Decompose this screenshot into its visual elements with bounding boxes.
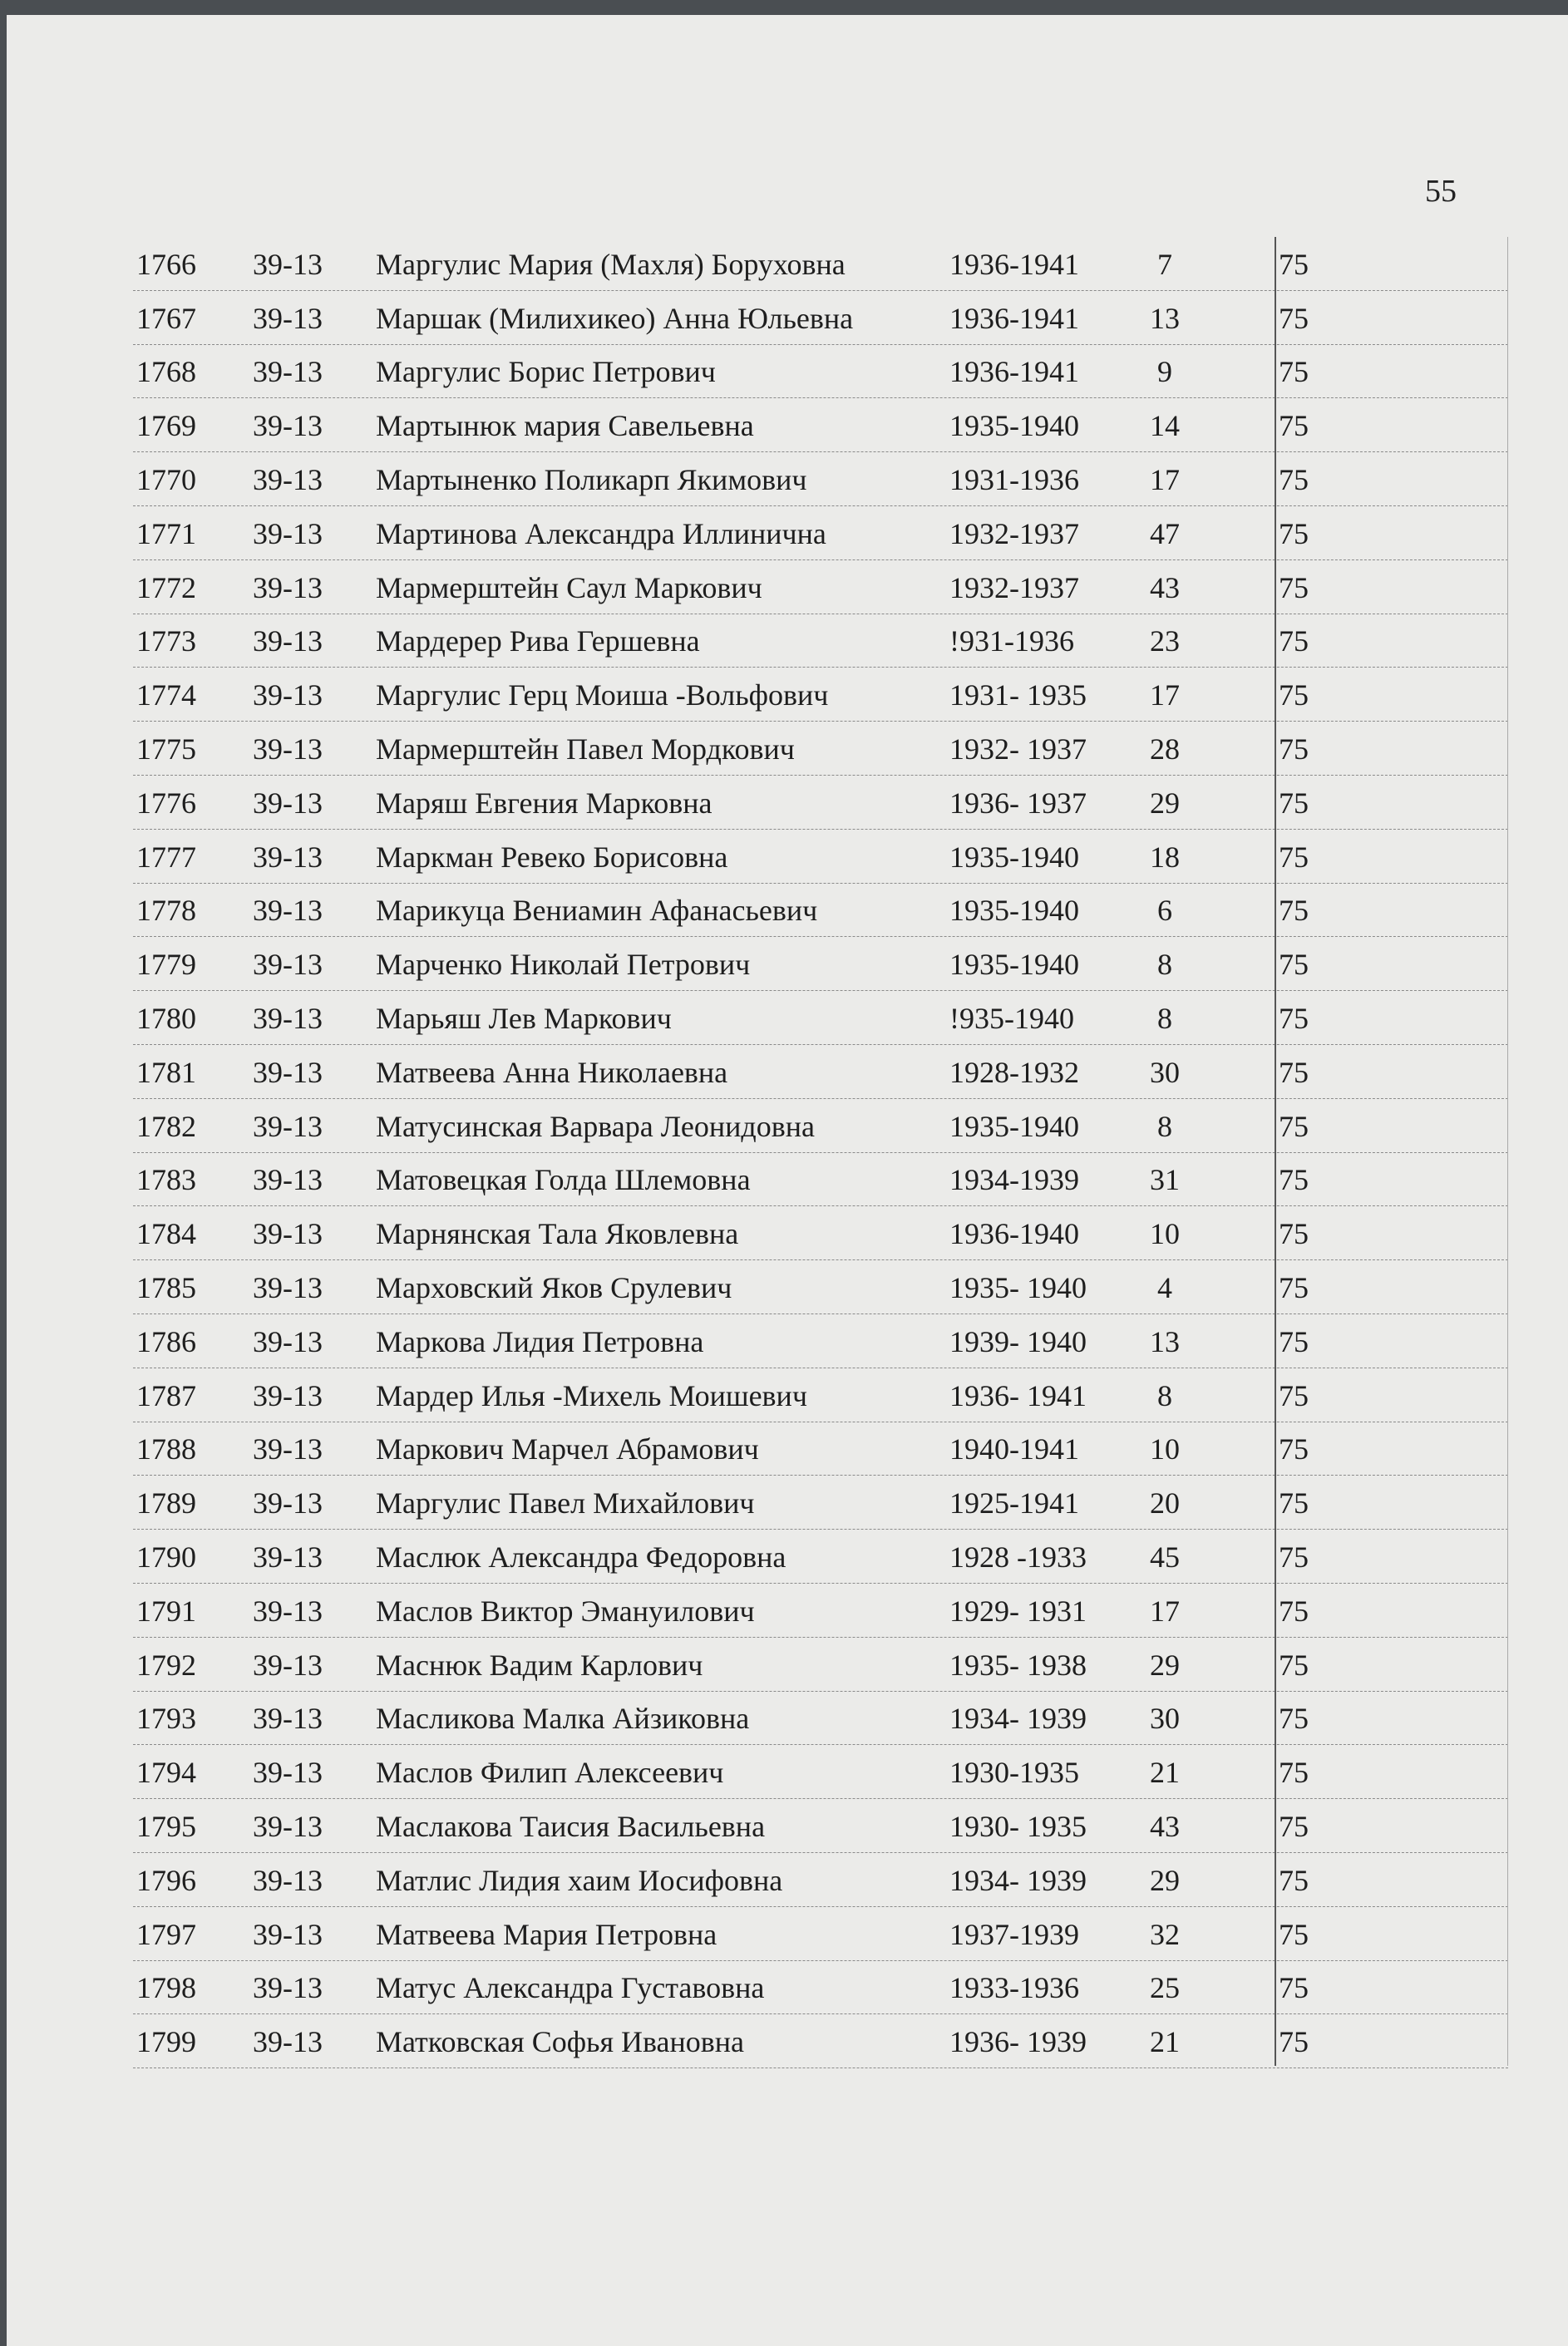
fund-code: 39-13 <box>253 1432 323 1466</box>
years-range: 1930-1935 <box>949 1756 1079 1790</box>
table-row <box>133 830 1508 884</box>
table-row <box>133 506 1508 560</box>
shelf-number: 75 <box>1279 1001 1309 1035</box>
table-row <box>133 560 1508 614</box>
shelf-number: 75 <box>1279 1594 1309 1628</box>
years-range: 1934- 1939 <box>949 1702 1087 1736</box>
person-name: Масликова Малка Айзиковна <box>376 1702 750 1736</box>
sheet-count: 28 <box>1150 732 1180 766</box>
sheet-count: 10 <box>1150 1432 1180 1466</box>
sheet-count: 14 <box>1150 409 1180 443</box>
shelf-number: 75 <box>1279 1217 1309 1251</box>
years-range: 1939- 1940 <box>949 1324 1087 1358</box>
shelf-number: 75 <box>1279 247 1309 281</box>
years-range: 1935-1940 <box>949 840 1079 874</box>
person-name: Матусинская Варвара Леонидовна <box>376 1109 815 1143</box>
record-number: 1789 <box>136 1486 196 1520</box>
sheet-count: 8 <box>1157 1378 1172 1412</box>
years-range: 1932-1937 <box>949 516 1079 550</box>
table-row <box>133 1314 1508 1368</box>
record-number: 1775 <box>136 732 196 766</box>
record-number: 1768 <box>136 355 196 389</box>
fund-code: 39-13 <box>253 840 323 874</box>
fund-code: 39-13 <box>253 247 323 281</box>
table-row <box>133 991 1508 1045</box>
sheet-count: 8 <box>1157 1001 1172 1035</box>
fund-code: 39-13 <box>253 1378 323 1412</box>
fund-code: 39-13 <box>253 1540 323 1574</box>
table-row <box>133 1853 1508 1907</box>
table-row <box>133 1368 1508 1422</box>
record-number: 1793 <box>136 1702 196 1736</box>
years-range: 1931- 1935 <box>949 678 1087 712</box>
shelf-number: 75 <box>1279 1486 1309 1520</box>
shelf-number: 75 <box>1279 840 1309 874</box>
sheet-count: 31 <box>1150 1163 1180 1197</box>
shelf-number: 75 <box>1279 678 1309 712</box>
record-number: 1784 <box>136 1217 196 1251</box>
record-number: 1780 <box>136 1001 196 1035</box>
record-number: 1773 <box>136 624 196 658</box>
fund-code: 39-13 <box>253 678 323 712</box>
record-number: 1777 <box>136 840 196 874</box>
years-range: 1937-1939 <box>949 1917 1079 1951</box>
years-range: 1928 -1933 <box>949 1540 1087 1574</box>
sheet-count: 13 <box>1150 301 1180 335</box>
record-number: 1779 <box>136 948 196 982</box>
years-range: 1940-1941 <box>949 1432 1079 1466</box>
person-name: Маснюк Вадим Карлович <box>376 1648 703 1682</box>
fund-code: 39-13 <box>253 1109 323 1143</box>
shelf-number: 75 <box>1279 1648 1309 1682</box>
fund-code: 39-13 <box>253 1594 323 1628</box>
shelf-number: 75 <box>1279 1378 1309 1412</box>
years-range: 1931-1936 <box>949 462 1079 496</box>
sheet-count: 21 <box>1150 2025 1180 2059</box>
record-number: 1788 <box>136 1432 196 1466</box>
sheet-count: 6 <box>1157 894 1172 928</box>
shelf-number: 75 <box>1279 570 1309 604</box>
sheet-count: 13 <box>1150 1324 1180 1358</box>
table-row <box>133 722 1508 776</box>
record-number: 1785 <box>136 1270 196 1304</box>
shelf-number: 75 <box>1279 1917 1309 1951</box>
fund-code: 39-13 <box>253 2025 323 2059</box>
table-row <box>133 1422 1508 1476</box>
fund-code: 39-13 <box>253 409 323 443</box>
fund-code: 39-13 <box>253 1486 323 1520</box>
record-number: 1797 <box>136 1917 196 1951</box>
sheet-count: 29 <box>1150 786 1180 820</box>
years-range: 1934-1939 <box>949 1163 1079 1197</box>
person-name: Мармерштейн Павел Мордкович <box>376 732 795 766</box>
table-row <box>133 884 1508 938</box>
sheet-count: 30 <box>1150 1055 1180 1089</box>
person-name: Маркман Ревеко Борисовна <box>376 840 728 874</box>
table-row <box>133 1153 1508 1207</box>
record-number: 1794 <box>136 1756 196 1790</box>
shelf-number: 75 <box>1279 1809 1309 1843</box>
fund-code: 39-13 <box>253 355 323 389</box>
fund-code: 39-13 <box>253 1217 323 1251</box>
sheet-count: 18 <box>1150 840 1180 874</box>
person-name: Мартынюк мария Савельевна <box>376 409 754 443</box>
table-row <box>133 237 1508 291</box>
table-row <box>133 1907 1508 1961</box>
sheet-count: 8 <box>1157 1109 1172 1143</box>
person-name: Матовецкая Голда Шлемовна <box>376 1163 751 1197</box>
years-range: 1925-1941 <box>949 1486 1079 1520</box>
table-row <box>133 1206 1508 1260</box>
fund-code: 39-13 <box>253 732 323 766</box>
table-row <box>133 2014 1508 2068</box>
sheet-count: 7 <box>1157 247 1172 281</box>
table-row <box>133 614 1508 668</box>
shelf-number: 75 <box>1279 355 1309 389</box>
person-name: Маргулис Герц Моиша -Вольфович <box>376 678 829 712</box>
table-row <box>133 1476 1508 1530</box>
record-number: 1798 <box>136 1971 196 2005</box>
record-number: 1782 <box>136 1109 196 1143</box>
sheet-count: 47 <box>1150 516 1180 550</box>
sheet-count: 9 <box>1157 355 1172 389</box>
person-name: Маслов Филип Алексеевич <box>376 1756 724 1790</box>
person-name: Марховский Яков Срулевич <box>376 1270 732 1304</box>
shelf-number: 75 <box>1279 732 1309 766</box>
record-number: 1795 <box>136 1809 196 1843</box>
record-number: 1770 <box>136 462 196 496</box>
sheet-count: 29 <box>1150 1863 1180 1897</box>
table-row <box>133 398 1508 452</box>
person-name: Матлис Лидия хаим Иосифовна <box>376 1863 783 1897</box>
record-number: 1786 <box>136 1324 196 1358</box>
shelf-number: 75 <box>1279 1324 1309 1358</box>
sheet-count: 43 <box>1150 1809 1180 1843</box>
fund-code: 39-13 <box>253 894 323 928</box>
page-number: 55 <box>1425 174 1457 209</box>
fund-code: 39-13 <box>253 1648 323 1682</box>
person-name: Мартинова Александра Иллинична <box>376 516 826 550</box>
sheet-count: 10 <box>1150 1217 1180 1251</box>
sheet-count: 30 <box>1150 1702 1180 1736</box>
years-range: 1935- 1940 <box>949 1270 1087 1304</box>
person-name: Маргулис Мария (Махля) Боруховна <box>376 247 846 281</box>
person-name: Марнянская Тала Яковлевна <box>376 1217 739 1251</box>
years-range: !935-1940 <box>949 1001 1074 1035</box>
record-number: 1776 <box>136 786 196 820</box>
years-range: 1935-1940 <box>949 1109 1079 1143</box>
fund-code: 39-13 <box>253 1863 323 1897</box>
shelf-number: 75 <box>1279 1055 1309 1089</box>
record-number: 1771 <box>136 516 196 550</box>
record-number: 1769 <box>136 409 196 443</box>
record-number: 1772 <box>136 570 196 604</box>
fund-code: 39-13 <box>253 1756 323 1790</box>
right-margin-line <box>1507 237 1508 2066</box>
person-name: Матковская Софья Ивановна <box>376 2025 745 2059</box>
fund-code: 39-13 <box>253 786 323 820</box>
record-number: 1783 <box>136 1163 196 1197</box>
person-name: Маслакова Таисия Васильевна <box>376 1809 766 1843</box>
table-row <box>133 1745 1508 1799</box>
person-name: Марченко Николай Петрович <box>376 948 751 982</box>
years-range: 1936-1941 <box>949 301 1079 335</box>
table-row <box>133 776 1508 830</box>
fund-code: 39-13 <box>253 1917 323 1951</box>
person-name: Матвеева Мария Петровна <box>376 1917 717 1951</box>
shelf-number: 75 <box>1279 462 1309 496</box>
person-name: Маркович Марчел Абрамович <box>376 1432 759 1466</box>
record-number: 1781 <box>136 1055 196 1089</box>
person-name: Матус Александра Густавовна <box>376 1971 765 2005</box>
record-number: 1791 <box>136 1594 196 1628</box>
record-number: 1799 <box>136 2025 196 2059</box>
sheet-count: 4 <box>1157 1270 1172 1304</box>
table-row <box>133 668 1508 722</box>
shelf-number: 75 <box>1279 2025 1309 2059</box>
column-divider <box>1275 237 1276 2066</box>
fund-code: 39-13 <box>253 462 323 496</box>
shelf-number: 75 <box>1279 1109 1309 1143</box>
fund-code: 39-13 <box>253 948 323 982</box>
fund-code: 39-13 <box>253 1971 323 2005</box>
sheet-count: 17 <box>1150 1594 1180 1628</box>
fund-code: 39-13 <box>253 1270 323 1304</box>
fund-code: 39-13 <box>253 624 323 658</box>
shelf-number: 75 <box>1279 1540 1309 1574</box>
person-name: Мардерер Рива Гершевна <box>376 624 700 658</box>
table-row <box>133 1530 1508 1584</box>
person-name: Маслов Виктор Эмануилович <box>376 1594 755 1628</box>
sheet-count: 25 <box>1150 1971 1180 2005</box>
sheet-count: 29 <box>1150 1648 1180 1682</box>
sheet-count: 17 <box>1150 462 1180 496</box>
sheet-count: 23 <box>1150 624 1180 658</box>
sheet-count: 43 <box>1150 570 1180 604</box>
table-row <box>133 1045 1508 1099</box>
fund-code: 39-13 <box>253 1163 323 1197</box>
years-range: 1934- 1939 <box>949 1863 1087 1897</box>
fund-code: 39-13 <box>253 301 323 335</box>
person-name: Мармерштейн Саул Маркович <box>376 570 762 604</box>
table-row <box>133 1584 1508 1638</box>
shelf-number: 75 <box>1279 1971 1309 2005</box>
person-name: Маргулис Борис Петрович <box>376 355 716 389</box>
sheet-count: 17 <box>1150 678 1180 712</box>
years-range: 1935- 1938 <box>949 1648 1087 1682</box>
years-range: 1936-1941 <box>949 247 1079 281</box>
table-row <box>133 1099 1508 1153</box>
table-row <box>133 291 1508 345</box>
record-number: 1792 <box>136 1648 196 1682</box>
shelf-number: 75 <box>1279 1756 1309 1790</box>
fund-code: 39-13 <box>253 1702 323 1736</box>
shelf-number: 75 <box>1279 1270 1309 1304</box>
table-row <box>133 1961 1508 2015</box>
sheet-count: 45 <box>1150 1540 1180 1574</box>
shelf-number: 75 <box>1279 786 1309 820</box>
record-number: 1778 <box>136 894 196 928</box>
years-range: !931-1936 <box>949 624 1074 658</box>
sheet-count: 32 <box>1150 1917 1180 1951</box>
shelf-number: 75 <box>1279 1702 1309 1736</box>
table-row <box>133 937 1508 991</box>
record-number: 1796 <box>136 1863 196 1897</box>
register-table <box>133 237 1508 2068</box>
shelf-number: 75 <box>1279 1163 1309 1197</box>
record-number: 1790 <box>136 1540 196 1574</box>
fund-code: 39-13 <box>253 1809 323 1843</box>
record-number: 1767 <box>136 301 196 335</box>
record-number: 1766 <box>136 247 196 281</box>
shelf-number: 75 <box>1279 624 1309 658</box>
person-name: Маргулис Павел Михайлович <box>376 1486 755 1520</box>
fund-code: 39-13 <box>253 1001 323 1035</box>
person-name: Матвеева Анна Николаевна <box>376 1055 728 1089</box>
fund-code: 39-13 <box>253 516 323 550</box>
person-name: Марьяш Лев Маркович <box>376 1001 672 1035</box>
shelf-number: 75 <box>1279 301 1309 335</box>
years-range: 1936-1941 <box>949 355 1079 389</box>
table-row <box>133 452 1508 506</box>
shelf-number: 75 <box>1279 409 1309 443</box>
years-range: 1936-1940 <box>949 1217 1079 1251</box>
years-range: 1935-1940 <box>949 409 1079 443</box>
person-name: Мардер Илья -Михель Моишевич <box>376 1378 807 1412</box>
shelf-number: 75 <box>1279 1863 1309 1897</box>
shelf-number: 75 <box>1279 1432 1309 1466</box>
table-row <box>133 1799 1508 1853</box>
years-range: 1935-1940 <box>949 948 1079 982</box>
table-row <box>133 1692 1508 1746</box>
fund-code: 39-13 <box>253 570 323 604</box>
person-name: Маряш Евгения Марковна <box>376 786 713 820</box>
shelf-number: 75 <box>1279 894 1309 928</box>
years-range: 1932- 1937 <box>949 732 1087 766</box>
years-range: 1936- 1937 <box>949 786 1087 820</box>
years-range: 1936- 1941 <box>949 1378 1087 1412</box>
fund-code: 39-13 <box>253 1055 323 1089</box>
fund-code: 39-13 <box>253 1324 323 1358</box>
years-range: 1936- 1939 <box>949 2025 1087 2059</box>
person-name: Маршак (Милихикео) Анна Юльевна <box>376 301 854 335</box>
years-range: 1932-1937 <box>949 570 1079 604</box>
table-row <box>133 1638 1508 1692</box>
years-range: 1929- 1931 <box>949 1594 1087 1628</box>
shelf-number: 75 <box>1279 948 1309 982</box>
years-range: 1928-1932 <box>949 1055 1079 1089</box>
record-number: 1787 <box>136 1378 196 1412</box>
years-range: 1935-1940 <box>949 894 1079 928</box>
years-range: 1930- 1935 <box>949 1809 1087 1843</box>
sheet-count: 20 <box>1150 1486 1180 1520</box>
sheet-count: 8 <box>1157 948 1172 982</box>
person-name: Марикуца Вениамин Афанасьевич <box>376 894 818 928</box>
shelf-number: 75 <box>1279 516 1309 550</box>
sheet-count: 21 <box>1150 1756 1180 1790</box>
person-name: Маслюк Александра Федоровна <box>376 1540 786 1574</box>
table-row <box>133 1260 1508 1314</box>
record-number: 1774 <box>136 678 196 712</box>
person-name: Мартыненко Поликарп Якимович <box>376 462 807 496</box>
person-name: Маркова Лидия Петровна <box>376 1324 704 1358</box>
table-row <box>133 345 1508 399</box>
years-range: 1933-1936 <box>949 1971 1079 2005</box>
